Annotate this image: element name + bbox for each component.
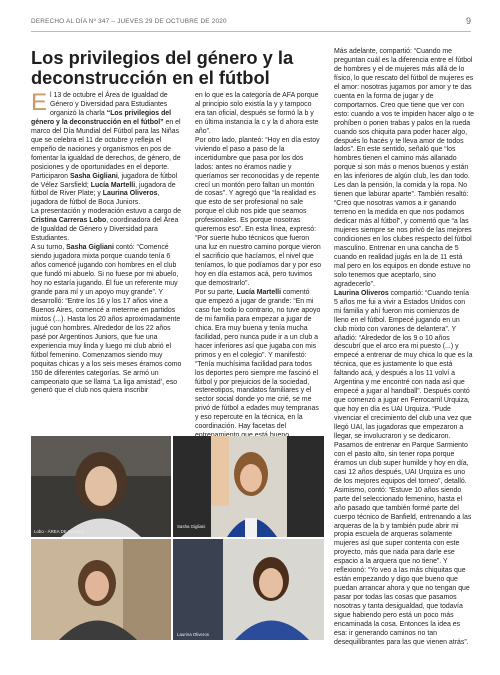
page-number: 9 xyxy=(465,16,471,26)
text: Por su parte, xyxy=(195,288,237,296)
paragraph xyxy=(31,244,184,396)
paragraph: Por otro lado, planteó: “Hoy en día estoy viviendo el paso a paso de la incertidumbre que pasa por los dos lados: antes no éramos nadie y queríamos ser reconocidas y de repente crecí un montón pero faltan un montón de cosas”. Y agregó que “la realidad es que esto de ser profesional no sale porque el club nos pide que seamos profesionales. Es porque nosotras queremos eso”. En esta línea, expresó: “Por suerte hubo técnicos que fueron una luz en nuestro camino porque vieron el sacrificio que hacíamos, el nivel que teníamos, lo que podíamos dar y por eso hoy en día estamos acá, pero tuvimos que demostrarlo”. xyxy=(195,136,322,288)
article-column-2 xyxy=(195,92,322,468)
text: , coordinadora del Área de Igualdad de Género y Diversidad para Estudiantes. xyxy=(31,217,179,243)
text: en el marco del Día Mundial del Fútbol para las Niñas que se celebra el 11 de octubre y refleja el empeño de naciones y organismos en pos de fomentar la igualdad de derechos, de género, de posiciones y de oportunidades en el deporte. xyxy=(31,118,181,171)
issue-info: DERECHO AL DÍA Nº 347 – JUEVES 29 DE OCTUBRE DE 2020 xyxy=(31,18,227,25)
paragraph xyxy=(31,89,184,173)
paragraph: Más adelante, compartió: “Cuando me preguntan cuál es la diferencia entre el fútbol de hombres y el de mujeres más allá de lo físico, lo que rescato del fútbol de mujeres es el amor: nosotras jugamos por amor y te das cuenta en la forma de jugar y de comportarnos. Creo que tiene que ver con esto: cuando a vos te impiden hacer algo o te prohíben o ponen trabas y palos en la rueda cuando sos chiquita para poder hacer algo, después lo hacés y te lleva amor de todos lados”. En este sentido, señaló que “los hombres tienen el camino más allanado porque si son más o menos buenos y están en las inferiores de algún club, les dan todo. Les dan la pensión, la comida y la ropa. No tienen que laburar aparte”. También resaltó: “Creo que nosotras vamos a ir ganando terreno en la medida en que nos podamos dedicar más al fútbol”, y comentó que “a las mujeres siempre se nos privó de las mejores condiciones en los clubes respecto del fútbol masculino. Entrenar en una cancha de 5 cuando en realidad jugás en la de 11 está mal pero en los equipos en donde estuve no solo tenemos que aceptarlo, sino agradecerlo”. xyxy=(334,48,474,288)
speaker-name: Lucía Martelli xyxy=(236,288,281,296)
article-column-1 xyxy=(31,89,184,396)
text: l 13 de octubre el Área de Igualdad de Género y Diversidad para Estudiantes organizó la charla xyxy=(50,92,168,117)
speaker-name: Lucía Martelli xyxy=(90,181,136,189)
header-divider xyxy=(31,31,471,32)
paragraph xyxy=(31,173,184,209)
article-column-3 xyxy=(334,48,474,648)
speaker-name: Sasha Gigliani xyxy=(69,172,118,180)
text: , jugadora de fútbol de River Plate; y xyxy=(31,181,176,198)
photo-laurina xyxy=(173,539,324,640)
photo-moderator xyxy=(31,436,171,537)
paragraph xyxy=(31,208,184,244)
text: , jugadora de fútbol de Vélez Sarsfield; xyxy=(31,172,178,189)
page-header xyxy=(31,16,471,30)
text: compartió: “Cuando tenía 5 años me fui a vivir a Estados Unidos con mi familia y ahí fueron mis comienzos de lleno en el fútbol. Empecé jugando en un club mixto con varones de delantera”. Y añadió: “Alrededor de los 9 o 10 años descubrí que el arco era mi puesto (...) y empecé a entrenar de muy chica lo que es la técnica, que es justamente lo que está faltando acá, y después a los 11 volví a Argentina y me encontré con nada así que empecé a jugar al handball”. Después contó que comenzó a jugar en Ferrocarril Urquiza, que hoy en día es UAI Urquiza. “Pude vivenciar el crecimiento del club una vez que llegó UAI, las jugadoras que empezaron a llegar, se involucraron y se dedicaron. Pasamos de entrenar en Parque Sarmiento con el pasto alto, sin tener ropa porque éramos un club super humilde y hoy en día, casi 12 años después, UAI Urquiza es uno de los mejores equipos del torneo”, detalló. xyxy=(334,289,473,485)
speaker-name: Laurina Oliveros xyxy=(334,289,389,297)
drop-cap: E xyxy=(31,89,48,116)
speaker-name: Laurina Oliveros xyxy=(102,190,158,198)
paragraph: en lo que es la categoría de AFA porque al principio solo existía la y y tampoco era tan oficial, después se formó la b y en última instancia la c y la d ahora este año”. xyxy=(195,92,319,135)
paragraph: Asimismo, contó: “Estuve 10 años siendo parte del seleccionado femenino, hasta el año pasado que también formé parte del cuerpo técnico de Banfield, entrenando a las arqueras de la b y también pude abrir mi propia escuela de arqueras solamente mujeres así que super contenta con este proyecto, más que nada para darle ese espacio a la arquera que no tiene”. Y reflexionó: “Yo veo a las más chiquitas que están empezando y digo que bueno que puedan arrancar ahora y que no tengan que pasar por todas las cosas que pasamos nosotras y tanta desigualdad, que todavía sigue habiendo pero está un poco más encaminada la cosa. Entonces la idea es esa: ir generando caminos no tan desequilibrantes para las que vienen atrás”. xyxy=(334,486,472,646)
text: Participaron xyxy=(31,172,70,180)
photo-lucia xyxy=(31,539,171,640)
article-title: Los privilegios del género y la deconstrucción en el fútbol xyxy=(31,47,294,88)
photo-caption: Lobo - ÁREA DE IGUALD... xyxy=(34,529,88,534)
text: contó: “Comencé siendo jugadora mixta porque cuando tenía 6 años comencé jugando con hombres en el club que fundó mi abuelo. Si no fuese por mi abuelo, hoy no estaría jugando. Él fue un referente muy grande para mí y un apoyo muy grande”. Y desarrolló: “Entre los 16 y los 17 años vine a Buenos Aires, comencé a meterme en partidos mixtos (...). Hasta los 20 años aproximadamente jugué con hombres. Alrededor de los 22 años pasé por Argentinos Juniors, que fue una experiencia muy linda y luego mi club abrió el fútbol femenino. Comenzamos siendo muy poquitas chicas y a los seis meses éramos como 150 de diferentes categorías. Se armó un campeonato que se llama ‘La liga amistad’, eso generó que el club nos quiera inscribir xyxy=(31,244,182,395)
moderator-name: Cristina Carreras Lobo xyxy=(31,217,107,225)
text: A su turno, xyxy=(31,244,67,252)
photo-caption: Laurina Oliveros xyxy=(177,632,209,637)
text: comentó que empezó a jugar de grande: “En mi caso fue todo lo contrario, no tuve apoyo de mi familia para empezar a jugar de chica. Era muy buena y tenía mucha facilidad, pero nunca pude ir a un club a hacer inferiores así que jugaba con mis primos y en el colegio”. Y manifestó: “Tenía muchísima facilidad para todos los deportes pero siempre me fascinó el fútbol y por prejuicios de la sociedad, estereotipos, mandatos familiares y el sector social donde yo me crié, se me privó de fútbol a edades muy tempranas y eso repercute en la técnica, en la coordinación. Hay facetas del xyxy=(195,288,321,431)
event-name: “Los privilegios del género y la deconstrucción en el fútbol” xyxy=(31,109,172,126)
photo-caption: Sasha Gigliani xyxy=(177,524,206,529)
photo-sasha xyxy=(173,436,324,537)
text: La presentación y moderación estuvo a cargo de xyxy=(31,208,182,216)
speaker-name: Sasha Gigliani xyxy=(66,244,114,252)
text: , jugadora de fútbol de Boca Juniors. xyxy=(31,190,160,207)
paragraph xyxy=(334,290,474,487)
